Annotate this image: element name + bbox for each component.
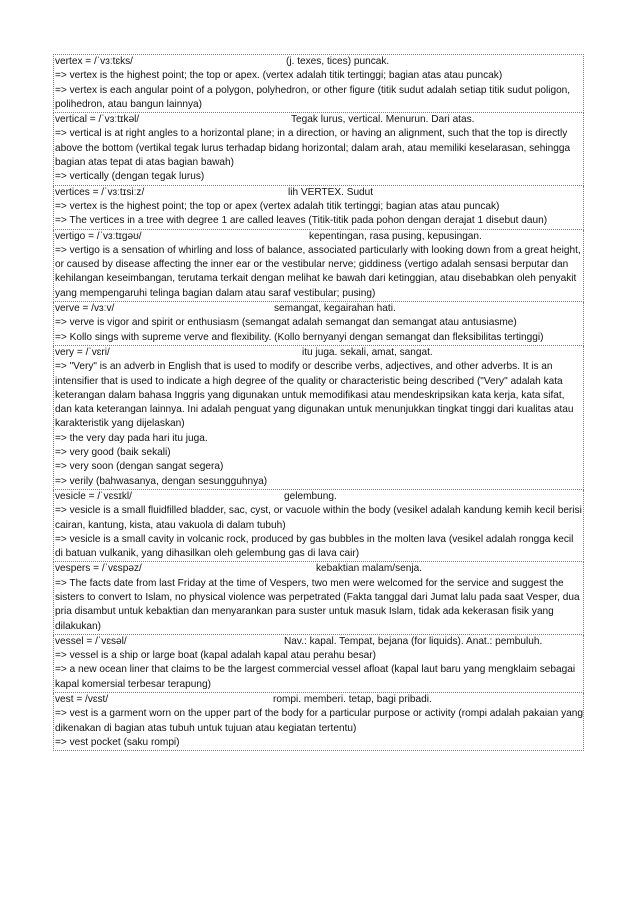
gloss: Tegak lurus, vertical. Menurun. Dari atas.: [291, 114, 475, 126]
gloss: itu juga. sekali, amat, sangat.: [302, 346, 433, 358]
entry-vespers: [53, 562, 584, 634]
definition-line: => verve is vigor and spirit or enthusiasm (semangat adalah semangat dan semangat atau antusiasme): [55, 317, 517, 329]
entry-head: [55, 490, 583, 504]
entry-head: [55, 346, 583, 360]
definition-line: => vertigo is a sensation of whirling and loss of balance, associated particularly with looking down from a great height, or caused by disease affecting the inner ear or the vestibular nerve; giddiness (vertigo adalah sensasi berputar dan kehilangan keseimbangan, terutama terkait dengan melihat ke bawah dari ketinggian, atau disebabkan oleh penyakit yang mempengaruhi telinga bagian dalam atau saraf vestibular; pusing): [55, 244, 581, 299]
entry-head: [55, 635, 583, 649]
definition-line: => vertical is at right angles to a horizontal plane; in a direction, or having an alignment, such that the top is directly above the bottom (vertikal tegak lurus terhadap bidang horizontal; dalam arah, atau memiliki keselarasan, sehingga bagian atas tepat di atas bagian bawah): [55, 128, 571, 169]
headword: vespers = /ˈvɛspəz/: [55, 563, 142, 575]
headword: verve = /vɜːv/: [55, 303, 115, 315]
entry-vertex: [53, 54, 584, 113]
gloss: rompi. memberi. tetap, bagi pribadi.: [273, 694, 432, 706]
entry-vesicle: [53, 490, 584, 562]
entry-head: [55, 693, 583, 707]
entry-vertices: [53, 186, 584, 230]
definition-line: => verily (bahwasanya, dengan sesungguhnya): [55, 475, 268, 487]
headword: vest = /vɛst/: [55, 694, 109, 706]
definition-line: => a new ocean liner that claims to be the largest commercial vessel afloat (kapal laut baru yang mengklaim sebagai kapal komersial terbesar terapung): [55, 664, 576, 690]
definition-line: => Kollo sings with supreme verve and flexibility. (Kollo bernyanyi dengan semangat dan fleksibilitas tertinggi): [55, 331, 544, 343]
definition-line: => vertex is the highest point; the top or apex. (vertex adalah titik tertinggi; bagian atas atau puncak): [55, 70, 503, 82]
entry-vessel: [53, 635, 584, 693]
definition-line: => vesicle is a small fluidfilled bladder, sac, cyst, or vacuole within the body (vesikel adalah kandung kemih kecil berisi cairan, kantung, kista, atau vakuola di dalam tubuh): [55, 505, 582, 531]
definition-line: => vest is a garment worn on the upper part of the body for a particular purpose or activity (rompi adalah pakaian yang dikenakan di bagian atas tubuh untuk tujuan atau kegiatan tertentu): [55, 708, 583, 734]
definition-line: => vertex is the highest point; the top or apex (vertex adalah titik tertinggi; bagian atas atau puncak): [55, 200, 500, 212]
gloss: semangat, kegairahan hati.: [274, 303, 396, 315]
headword: very = /ˈvɛri/: [55, 346, 110, 358]
headword: vesicle = /ˈvɛsɪkl/: [55, 490, 132, 502]
gloss: kebaktian malam/senja.: [316, 563, 423, 575]
entry-head: [55, 230, 583, 244]
entry-head: [55, 302, 583, 316]
definition-line: => vest pocket (saku rompi): [55, 736, 180, 748]
gloss: (j. texes, tices) puncak.: [286, 56, 390, 67]
entry-verve: [53, 302, 584, 346]
entry-head: [55, 113, 583, 127]
definition-line: => "Very" is an adverb in English that is used to modify or describe verbs, adjectives, and other adverbs. It is an intensifier that is used to indicate a high degree of the quality or characteristic being described ("Very" adalah kata keterangan dalam bahasa Inggris yang digunakan untuk memodifikasi atau mendeskripsikan kata kerja, kata sifat, dan kata keterangan lainnya. Ini adalah penguat yang digunakan untuk menunjukkan tingkat tinggi dari kualitas atau karakteristik yang dijelaskan): [55, 361, 574, 430]
headword: vertical = /ˈvɜːtɪkəl/: [55, 114, 140, 126]
gloss: Nav.: kapal. Tempat, bejana (for liquids). Anat.: pembuluh.: [284, 635, 543, 647]
entry-vertical: [53, 113, 584, 185]
entry-head: [55, 562, 583, 576]
headword: vertigo = /ˈvɜːtɪɡəʊ/: [55, 230, 142, 242]
headword: vertex = /ˈvɜːtɛks/: [55, 56, 133, 67]
gloss: kepentingan, rasa pusing, kepusingan.: [309, 230, 482, 242]
definition-line: => The vertices in a tree with degree 1 are called leaves (Titik-titik pada pohon dengan derajat 1 disebut daun): [55, 215, 548, 227]
definition-line: => vessel is a ship or large boat (kapal adalah kapal atau perahu besar): [55, 650, 376, 662]
entry-vertigo: [53, 230, 584, 302]
headword: vessel = /ˈvɛsəl/: [55, 635, 127, 647]
entry-head: [55, 55, 583, 69]
definition-line: => vertically (dengan tegak lurus): [55, 171, 205, 183]
definition-line: => The facts date from last Friday at the time of Vespers, two men were welcomed for the service and suggest the sisters to convert to Islam, no physical violence was perpetrated (Fakta tanggal dari Jumat lalu pada saat Vesper, dua pria disambut untuk kebaktian dan menyarankan para suster untuk masuk Islam, tidak ada kekerasan fisik yang dilakukan): [55, 577, 580, 632]
gloss: lih VERTEX. Sudut: [288, 186, 374, 198]
entry-very: [53, 346, 584, 490]
definition-line: => very good (baik sekali): [55, 447, 171, 459]
dictionary-sheet: [53, 54, 584, 751]
definition-line: => vertex is each angular point of a polygon, polyhedron, or other figure (titik sudut adalah setiap titik sudut poligon, polihedron, atau bangun lainnya): [55, 84, 571, 110]
entry-vest: [53, 693, 584, 751]
definition-line: => the very day pada hari itu juga.: [55, 432, 208, 444]
headword: vertices = /ˈvɜːtɪsiːz/: [55, 186, 145, 198]
entry-head: [55, 186, 583, 200]
definition-line: => very soon (dengan sangat segera): [55, 461, 224, 473]
definition-line: => vesicle is a small cavity in volcanic rock, produced by gas bubbles in the molten lava (vesikel adalah rongga kecil di batuan vulkanik, yang dihasilkan oleh gelembung gas di lava cair): [55, 533, 574, 560]
gloss: gelembung.: [284, 490, 337, 502]
